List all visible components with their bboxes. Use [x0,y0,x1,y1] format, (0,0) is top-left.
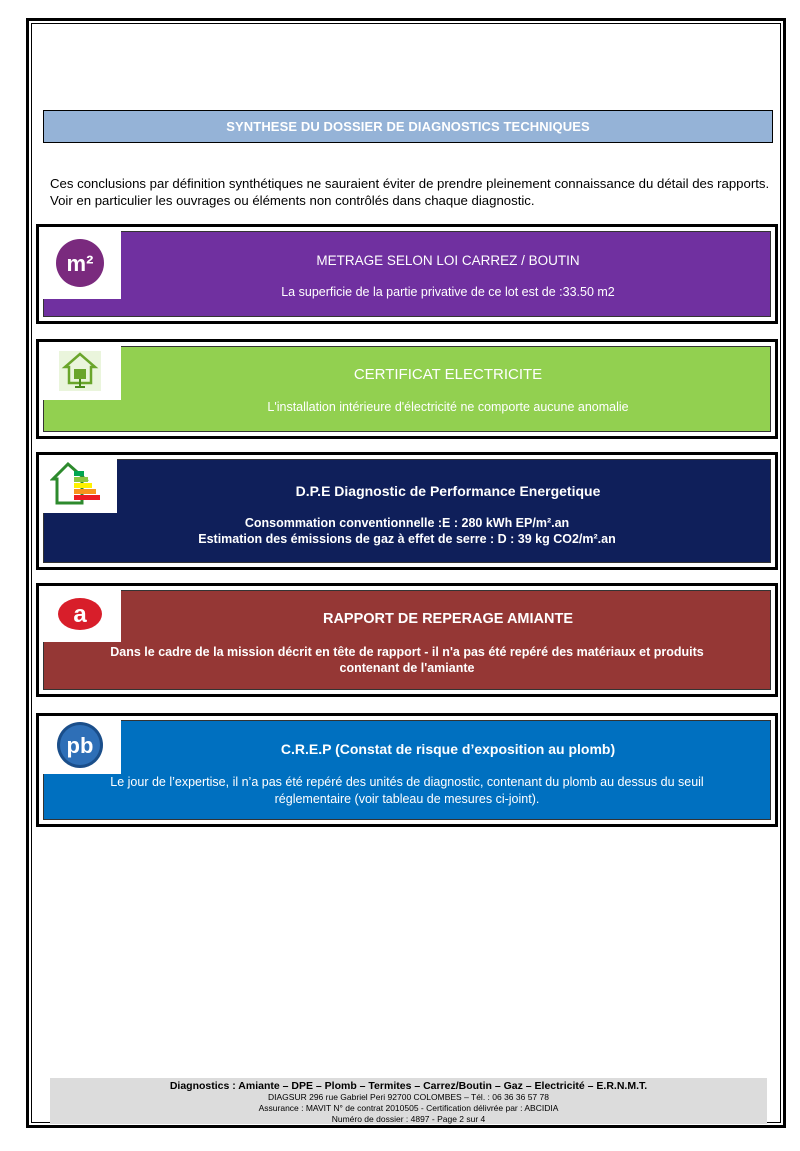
section-amiante-icon-box [39,586,121,642]
m2-icon [54,237,106,289]
section-amiante [36,583,778,697]
section-dpe-text-line2: Estimation des émissions de gaz à effet de serre : D : 39 kg CO2/m².an [198,532,616,546]
section-crep-icon-box [39,716,121,774]
section-crep-text-line1: Le jour de l’expertise, il n’a pas été repéré des unités de diagnostic, contenant du plomb au dessus du seuil [110,775,704,789]
section-amiante-title: RAPPORT DE REPERAGE AMIANTE [322,611,573,627]
section-electricite-title: CERTIFICAT ELECTRICITE [353,366,543,383]
section-dpe [36,452,778,570]
section-crep [36,713,778,827]
section-carrez [36,224,778,324]
section-crep-text-line2: réglementaire (voir tableau de mesures ci-joint). [274,792,540,806]
footer-services: Diagnostics : Amiante – DPE – Plomb – Termites – Carrez/Boutin – Gaz – Electricité – E.R.N.M.T. [169,1080,648,1092]
footer-address: DIAGSUR 296 rue Gabriel Peri 92700 COLOMBES – Tél. : 06 36 36 57 78 [268,1092,549,1102]
house-electricity-icon [57,349,103,393]
house-energy-label-icon [50,461,106,507]
section-carrez-icon-box [39,227,121,299]
section-carrez-title: METRAGE SELON LOI CARREZ / BOUTIN [316,253,580,268]
section-electricite-icon-box [39,342,121,400]
section-electricite-text: L'installation intérieure d'électricité ne comporte aucune anomalie [267,400,629,414]
section-dpe-fill [43,459,771,563]
section-electricite [36,339,778,439]
synthesis-header [43,110,773,143]
svg-text:a: a [73,601,87,628]
section-dpe-icon-box [39,455,117,513]
section-crep-title: C.R.E.P (Constat de risque d’exposition au plomb) [280,741,616,757]
synthesis-title: SYNTHESE DU DOSSIER DE DIAGNOSTICS TECHNIQUES [226,119,590,134]
svg-text:pb: pb [66,733,94,758]
section-carrez-text: La superficie de la partie privative de ce lot est de :33.50 m2 [281,285,615,299]
section-dpe-title: D.P.E Diagnostic de Performance Energetique [295,483,601,499]
footer-insurance: Assurance : MAVIT N° de contrat 2010505 - Certification délivrée par : ABCIDIA [258,1103,559,1113]
footer-page-number: Numéro de dossier : 4897 - Page 2 sur 4 [331,1114,486,1124]
svg-text:m²: m² [66,251,94,276]
footer [50,1078,767,1124]
section-amiante-text-line2: contenant de l'amiante [339,661,475,675]
section-amiante-text-line1: Dans le cadre de la mission décrit en tête de rapport - il n'a pas été repéré des matériaux et produits [110,645,704,659]
asbestos-a-icon [55,595,105,633]
lead-pb-icon [55,720,105,770]
section-amiante-fill [43,590,771,690]
section-carrez-fill [43,231,771,317]
intro-paragraph: Ces conclusions par définition synthétiques ne sauraient éviter de prendre pleinement connaissance du détail des rapports. Voir en particulier les ouvrages ou éléments non contrôlés dans chaque diagnostic. [50,176,770,208]
section-electricite-fill [43,346,771,432]
section-dpe-text-line1: Consommation conventionnelle :E : 280 kWh EP/m².an [244,516,570,530]
